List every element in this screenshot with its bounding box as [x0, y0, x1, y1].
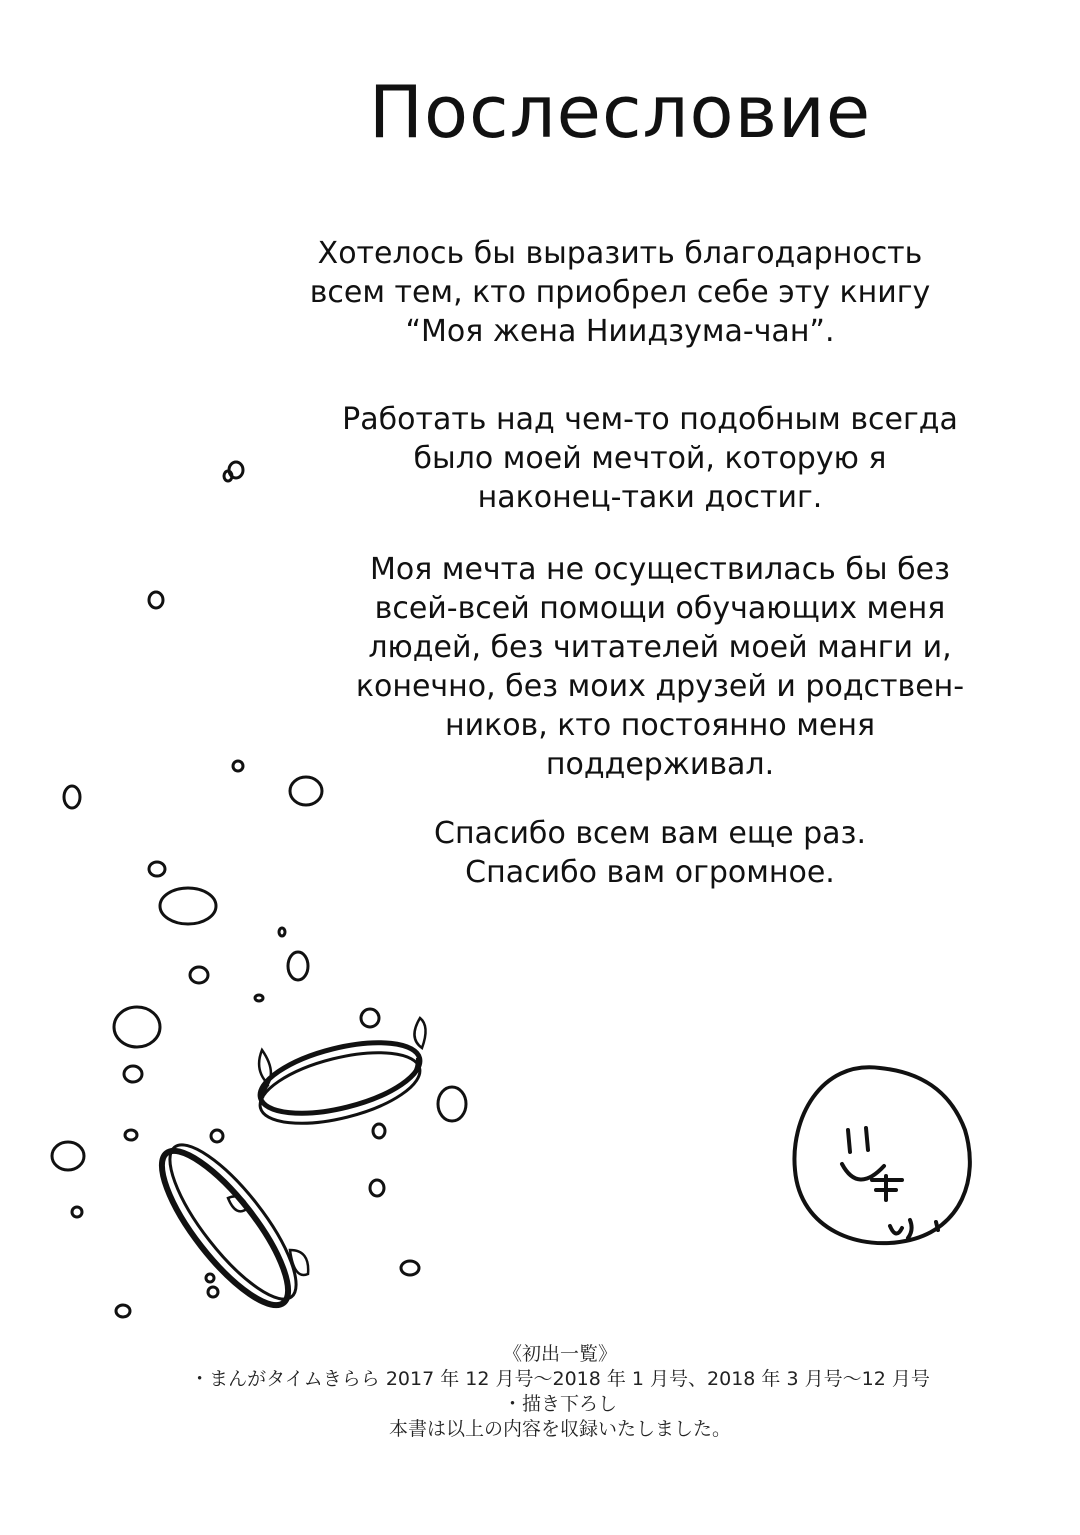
paragraph-line: Спасибо вам огромное. [465, 855, 835, 890]
credits-heading: 《初出一覧》 [502, 1343, 617, 1365]
paragraph-line: Моя мечта не осуществилась бы без [369, 552, 950, 587]
paragraph-line: Хотелось бы выразить благодарность [317, 236, 923, 271]
credits-line: ・描き下ろし [502, 1393, 617, 1415]
paragraph-line: Работать над чем-то подобным всегда [342, 402, 958, 437]
paragraph-line: всем тем, кто приобрел себе эту книгу [309, 275, 931, 310]
first-appearance-list [80, 1342, 1040, 1442]
paragraph-line: поддерживал. [545, 747, 775, 782]
paragraph-line: конечно, без моих друзей и родствен- [355, 669, 965, 704]
paragraph-line: наконец-таки достиг. [477, 480, 823, 515]
page-title: Послесловие [368, 70, 872, 154]
credits-line: 本書は以上の内容を収録いたしました。 [388, 1418, 731, 1440]
paragraph-line: “Моя жена Ниидзума-чан”. [405, 314, 835, 349]
paragraph-line: людей, без читателей моей манги и, [368, 630, 952, 665]
paragraph-line: ников, кто постоянно меня [444, 708, 876, 743]
paragraph-line: Спасибо всем вам еще раз. [434, 816, 866, 851]
credits-line: ・まんがタイムきらら 2017 年 12 月号〜2018 年 1 月号、2018 年 3 月号〜12 月号 [190, 1368, 930, 1390]
paragraph-line: всей-всей помощи обучающих меня [374, 591, 946, 626]
paragraph-line: было моей мечтой, которую я [413, 441, 887, 476]
